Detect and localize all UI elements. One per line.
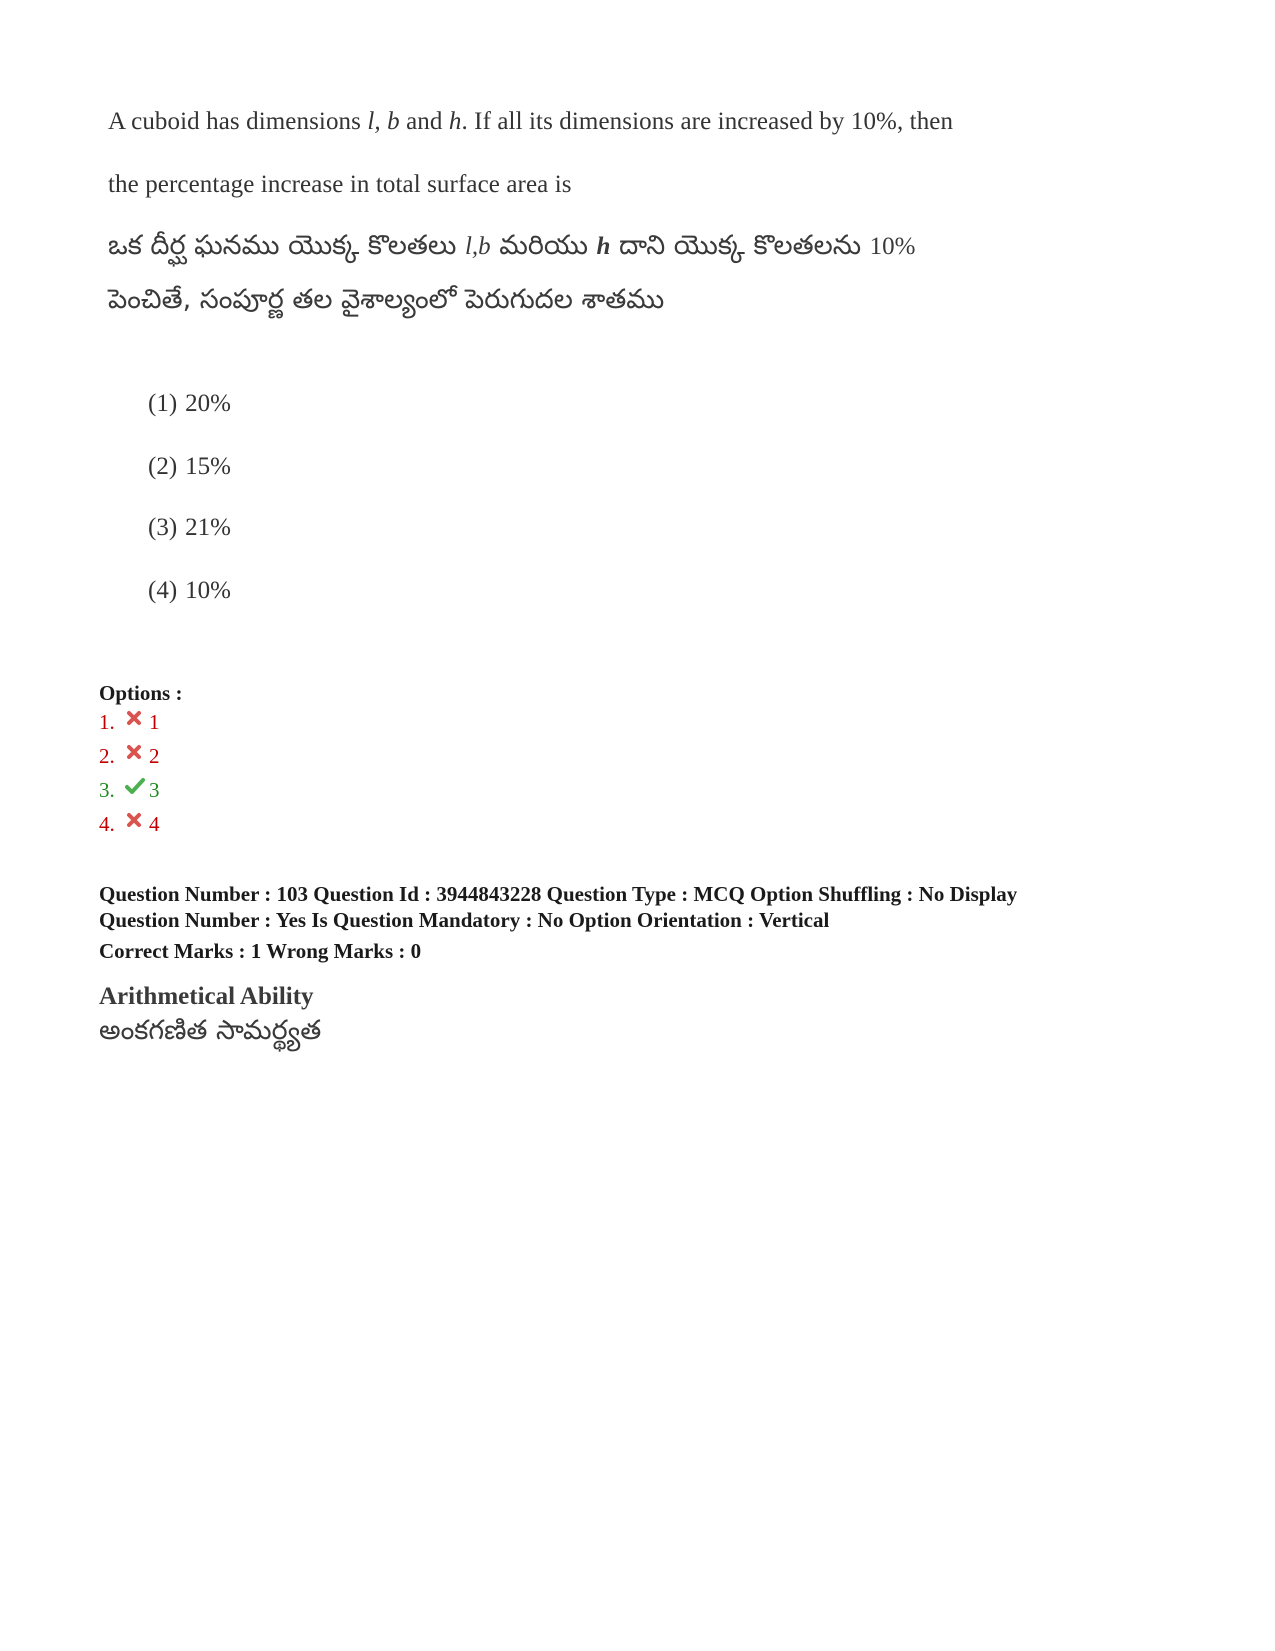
question-choice: (3) 21% xyxy=(148,514,231,541)
question-meta-line1: Question Number : 103 Question Id : 3944843228 Question Type : MCQ Option Shuffling : No Display xyxy=(99,882,1018,906)
check-icon xyxy=(125,776,143,794)
question-text-te-line2: పెంచితే, సంపూర్ణ తల వైశాల్యంలో పెరుగుదల శాతము xyxy=(108,284,665,315)
section-title-en: Arithmetical Ability xyxy=(99,983,314,1010)
question-marks: Correct Marks : 1 Wrong Marks : 0 xyxy=(99,939,422,963)
option-value: 4 xyxy=(149,812,160,836)
option-row-2 xyxy=(99,744,160,769)
options-title: Options : xyxy=(99,681,183,705)
option-index: 1. xyxy=(99,710,115,734)
option-row-4 xyxy=(99,812,160,837)
option-value: 1 xyxy=(149,710,160,734)
question-choice: (1) 20% xyxy=(148,390,231,417)
cross-icon xyxy=(125,742,143,760)
option-row-1 xyxy=(99,710,160,735)
question-choice: (4) 10% xyxy=(148,577,231,604)
question-meta-line2: Question Number : Yes Is Question Mandatory : No Option Orientation : Vertical xyxy=(99,908,830,932)
option-index: 4. xyxy=(99,812,115,836)
cross-icon xyxy=(125,810,143,828)
option-row-3 xyxy=(99,778,160,803)
option-index: 3. xyxy=(99,778,115,802)
question-text-en-line1: A cuboid has dimensions l, b and h. If all its dimensions are increased by 10%, then xyxy=(108,108,954,135)
question-text-en-line2: the percentage increase in total surface area is xyxy=(108,171,572,198)
cross-icon xyxy=(125,708,143,726)
option-value: 3 xyxy=(149,778,160,802)
question-choice: (2) 15% xyxy=(148,453,231,480)
section-title-te: అంకగణిత సామర్థ్యత xyxy=(99,1015,322,1046)
question-text-te-line1: ఒక దీర్ఘ ఘనము యొక్క కొలతలు l,b మరియు h దాని యొక్క కొలతలను 10% xyxy=(108,230,916,261)
option-index: 2. xyxy=(99,744,115,768)
option-value: 2 xyxy=(149,744,160,768)
